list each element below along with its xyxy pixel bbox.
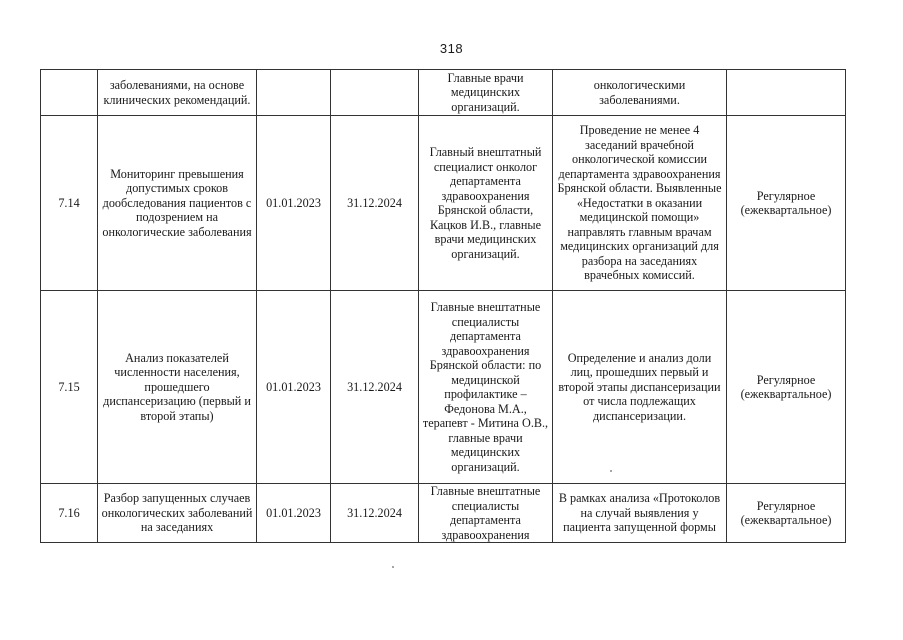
cell-end-date <box>331 70 419 116</box>
cell-responsible: Главные врачи медицинских организаций. <box>419 70 553 116</box>
cell-responsible: Главные внештатные специалисты департамента здравоохранения <box>419 484 553 543</box>
table-row-7-14 <box>41 116 846 291</box>
cell-activity: заболеваниями, на основе клинических рекомендаций. <box>98 70 257 116</box>
cell-start-date <box>257 70 331 116</box>
cell-responsible: Главный внештатный специалист онколог департамента здравоохранения Брянской области, Кацков И.В., главные врачи медицинских организаций. <box>419 116 553 291</box>
cell-number <box>41 70 98 116</box>
table-row-7-16 <box>41 484 846 543</box>
scan-speck <box>610 470 612 472</box>
scan-speck <box>392 566 394 568</box>
cell-end-date: 31.12.2024 <box>331 484 419 543</box>
cell-result: Проведение не менее 4 заседаний врачебной онкологической комиссии департамента здравоохранения Брянской области. Выявленные «Недостатки в оказании медицинской помощи» направлять главным врачам медицинских организаций для разбора на заседаниях врачебных комиссий. <box>553 116 727 291</box>
cell-activity: Мониторинг превышения допустимых сроков дообследования пациентов с подозрением на онкологические заболевания <box>98 116 257 291</box>
table-row-continuation <box>41 70 846 116</box>
cell-start-date: 01.01.2023 <box>257 484 331 543</box>
cell-periodicity: Регулярное (ежеквартальное) <box>727 484 846 543</box>
cell-start-date: 01.01.2023 <box>257 116 331 291</box>
table-row-7-15 <box>41 291 846 484</box>
cell-responsible: Главные внештатные специалисты департамента здравоохранения Брянской области: по медицинской профилактике – Федонова М.А., терапевт - Митина О.В., главные врачи медицинских организаций. <box>419 291 553 484</box>
cell-result: онкологическими заболеваниями. <box>553 70 727 116</box>
page-number: 318 <box>439 41 464 56</box>
cell-periodicity <box>727 70 846 116</box>
cell-periodicity: Регулярное (ежеквартальное) <box>727 291 846 484</box>
activity-plan-table <box>40 69 846 543</box>
cell-start-date: 01.01.2023 <box>257 291 331 484</box>
cell-result: В рамках анализа «Протоколов на случай выявления у пациента запущенной формы <box>553 484 727 543</box>
cell-number: 7.15 <box>41 291 98 484</box>
cell-number: 7.14 <box>41 116 98 291</box>
cell-periodicity: Регулярное (ежеквартальное) <box>727 116 846 291</box>
cell-activity: Анализ показателей численности населения, прошедшего диспансеризацию (первый и второй этапы) <box>98 291 257 484</box>
cell-end-date: 31.12.2024 <box>331 291 419 484</box>
cell-number: 7.16 <box>41 484 98 543</box>
cell-end-date: 31.12.2024 <box>331 116 419 291</box>
cell-result: Определение и анализ доли лиц, прошедших первый и второй этапы диспансеризации от числа подлежащих диспансеризации. <box>553 291 727 484</box>
cell-activity: Разбор запущенных случаев онкологических заболеваний на заседаниях <box>98 484 257 543</box>
